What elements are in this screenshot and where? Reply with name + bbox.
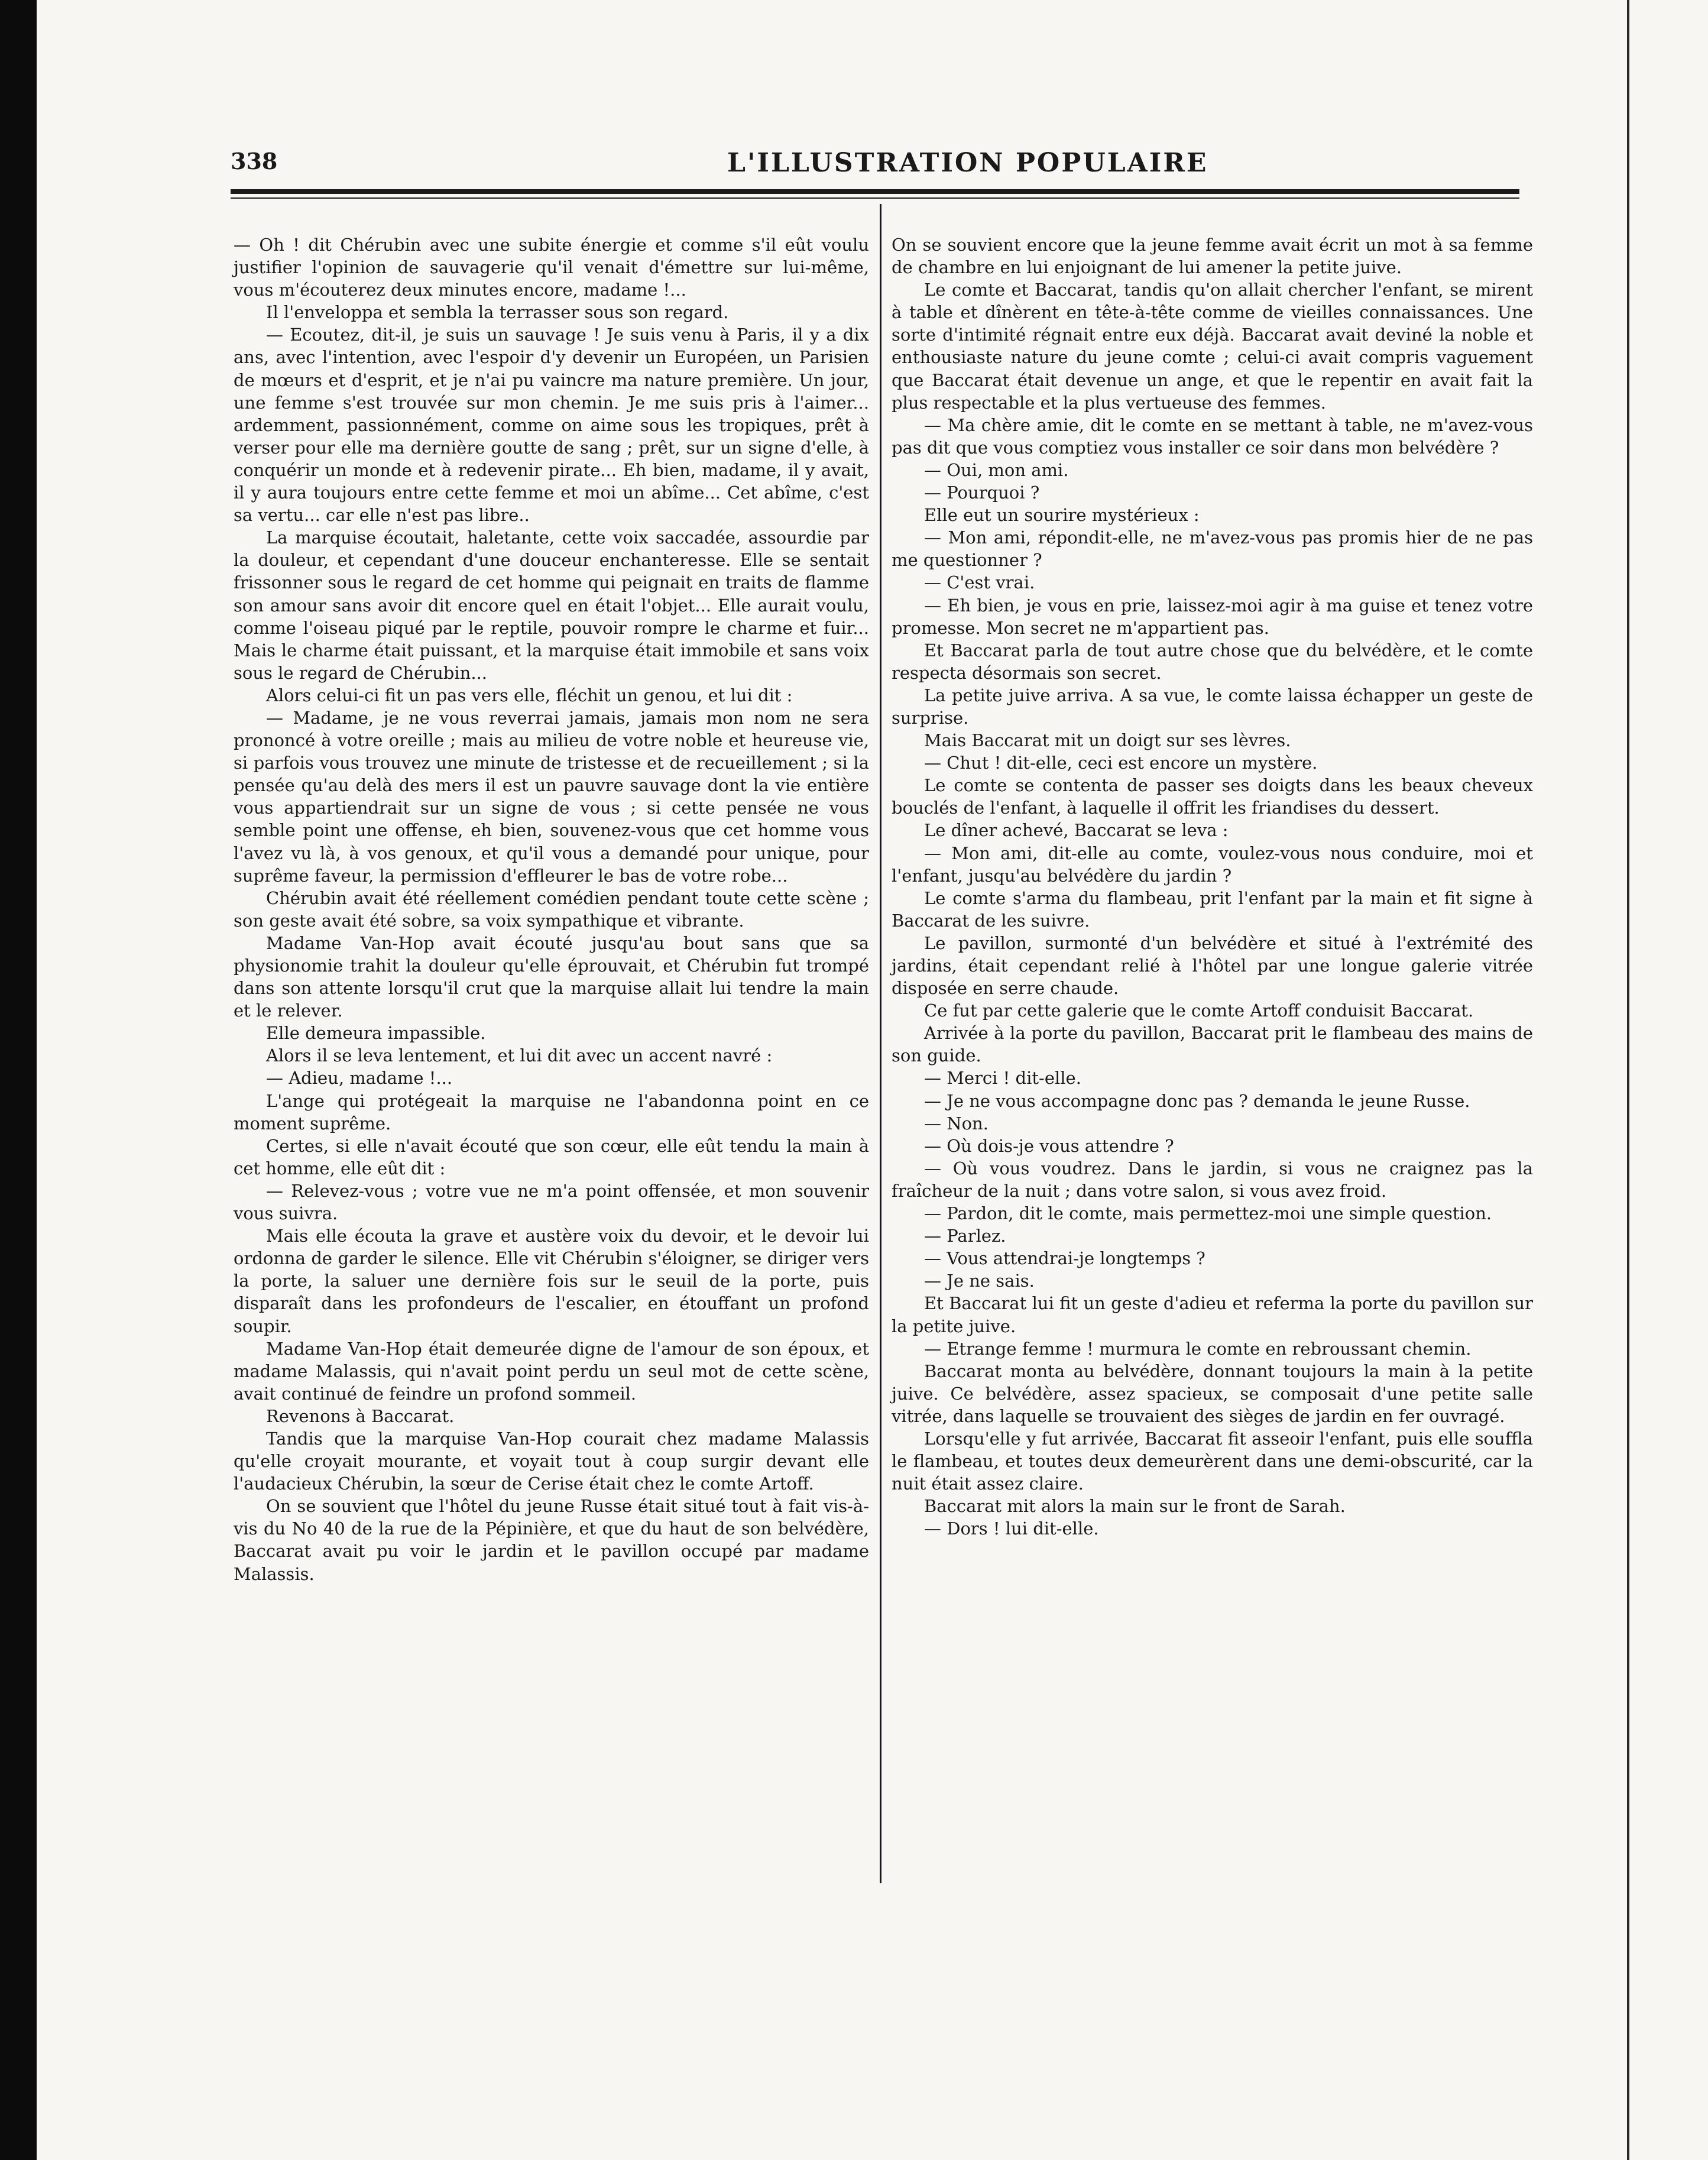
paragraph: On se souvient que l'hôtel du jeune Russe était situé tout à fait vis-à-vis du No 40 de la rue de la Pépinière, et que du haut de son belvédère, Baccarat avait pu voir le jardin et le pavillon occupé par madame Malassis.	[234, 1496, 869, 1584]
paragraph: — Où vous voudrez. Dans le jardin, si vous ne craignez pas la fraîcheur de la nuit ; dans votre salon, si vous avez froid.	[892, 1158, 1533, 1201]
paragraph: — Je ne sais.	[924, 1271, 1035, 1291]
paragraph: — Vous attendrai-je longtemps ?	[924, 1248, 1205, 1269]
header-rule-thin	[231, 197, 1519, 199]
paragraph: Revenons à Baccarat.	[266, 1406, 455, 1426]
paragraph: Elle demeura impassible.	[266, 1023, 486, 1044]
paragraph: Mais elle écouta la grave et austère voix du devoir, et le devoir lui ordonna de garder le silence. Elle vit Chérubin s'éloigner, se diriger vers la porte, la saluer une dernière fois sur le seuil de la porte, puis disparaît dans les profondeurs de l'escalier, en étouffant un profond soupir.	[234, 1226, 869, 1336]
paragraph: — Dors ! lui dit-elle.	[924, 1518, 1099, 1539]
paragraph: Alors celui-ci fit un pas vers elle, fléchit un genou, et lui dit :	[266, 685, 793, 705]
scan-right-edge-line	[1627, 0, 1629, 2160]
paragraph: — Parlez.	[924, 1226, 1006, 1246]
paragraph: — Où dois-je vous attendre ?	[924, 1135, 1174, 1156]
paragraph: Madame Van-Hop était demeurée digne de l'amour de son époux, et madame Malassis, qui n'avait point perdu un seul mot de cette scène, avait continué de feindre un profond sommeil.	[234, 1338, 869, 1404]
paragraph: Tandis que la marquise Van-Hop courait chez madame Malassis qu'elle croyait mourante, et voyait tout à coup surgir devant elle l'audacieux Chérubin, la sœur de Cerise était chez le comte Artoff.	[234, 1428, 869, 1494]
page-number: 338	[231, 148, 278, 174]
paragraph: Baccarat mit alors la main sur le front de Sarah.	[924, 1496, 1346, 1517]
paragraph: Et Baccarat lui fit un geste d'adieu et referma la porte du pavillon sur la petite juive.	[892, 1293, 1533, 1336]
paragraph: Mais Baccarat mit un doigt sur ses lèvres.	[924, 730, 1291, 751]
paragraph: Chérubin avait été réellement comédien pendant toute cette scène ; son geste avait été sobre, sa voix sympathique et vibrante.	[234, 888, 869, 931]
paragraph: La marquise écoutait, haletante, cette voix saccadée, assourdie par la douleur, et cependant d'une douceur enchanteresse. Elle se sentait frissonner sous le regard de cet homme qui peignait en traits de flamme son amour sans avoir dit encore quel en était l'objet... Elle aurait voulu, comme l'oiseau piqué par le reptile, pouvoir rompre le charme et fuir... Mais le charme était puissant, et la marquise était immobile et sans voix sous le regard de Chérubin...	[234, 527, 869, 683]
paragraph: Arrivée à la porte du pavillon, Baccarat prit le flambeau des mains de son guide.	[892, 1023, 1533, 1066]
right-text-column	[892, 234, 1533, 1540]
paragraph: Et Baccarat parla de tout autre chose que du belvédère, et le comte respecta désormais son secret.	[892, 640, 1533, 683]
paragraph: Il l'enveloppa et sembla la terrasser sous son regard.	[266, 302, 729, 323]
paragraph: — Je ne vous accompagne donc pas ? demanda le jeune Russe.	[924, 1090, 1470, 1111]
paragraph: L'ange qui protégeait la marquise ne l'abandonna point en ce moment suprême.	[234, 1090, 869, 1134]
paragraph: — Etrange femme ! murmura le comte en rebroussant chemin.	[924, 1338, 1472, 1359]
left-text-column	[234, 234, 869, 1585]
paragraph: On se souvient encore que la jeune femme avait écrit un mot à sa femme de chambre en lui enjoignant de lui amener la petite juive.	[892, 235, 1533, 278]
paragraph: — Merci ! dit-elle.	[924, 1068, 1081, 1089]
paragraph: — Ecoutez, dit-il, je suis un sauvage ! Je suis venu à Paris, il y a dix ans, avec l'intention, avec l'espoir d'y devenir un Européen, un Parisien de mœurs et d'esprit, et je n'ai pu vaincre ma nature première. Un jour, une femme s'est trouvée sur mon chemin. Je me suis pris à l'aimer... ardemment, passionnément, comme on aime sous les tropiques, prêt à verser pour elle ma dernière goutte de sang ; prêt, sur un signe d'elle, à conquérir un monde et à redevenir pirate... Eh bien, madame, il y avait, il y aura toujours entre cette femme et moi un abîme... Cet abîme, c'est sa vertu... car elle n'est pas libre..	[234, 325, 869, 526]
paragraph: — Oh ! dit Chérubin avec une subite énergie et comme s'il eût voulu justifier l'opinion de sauvagerie qu'il venait d'émettre sur lui-même, vous m'écouterez deux minutes encore, madame !...	[234, 235, 869, 300]
scan-left-edge	[0, 0, 37, 2160]
paragraph: — Relevez-vous ; votre vue ne m'a point offensée, et mon souvenir vous suivra.	[234, 1180, 869, 1224]
paragraph: Elle eut un sourire mystérieux :	[924, 505, 1200, 526]
paragraph: Certes, si elle n'avait écouté que son cœur, elle eût tendu la main à cet homme, elle eût dit :	[234, 1135, 869, 1178]
paragraph: Alors il se leva lentement, et lui dit avec un accent navré :	[266, 1045, 773, 1066]
paragraph: Le comte et Baccarat, tandis qu'on allait chercher l'enfant, se mirent à table et dînèrent en tête-à-tête comme de vieilles connaissances. Une sorte d'intimité régnait entre eux déjà. Baccarat avait deviné la noble et enthousiaste nature du jeune comte ; celui-ci avait compris vaguement que Baccarat était devenue un ange, et que le repentir en avait fait la plus respectable et la plus vertueuse des femmes.	[892, 280, 1533, 413]
paragraph: — Madame, je ne vous reverrai jamais, jamais mon nom ne sera prononcé à votre oreille ; mais au milieu de votre noble et heureuse vie, si parfois vous trouvez une minute de tristesse et de recueillement ; si la pensée qu'au delà des mers il est un pauvre sauvage dont la vie entière vous appartiendrait sur un signe de vous ; si cette pensée ne vous semble point une offense, eh bien, souvenez-vous que cet homme vous l'avez vu là, à vos genoux, et qu'il vous a demandé pour unique, pour suprême faveur, la permission d'effleurer le bas de votre robe...	[234, 707, 869, 886]
paragraph: — Non.	[924, 1113, 988, 1134]
paragraph: Lorsqu'elle y fut arrivée, Baccarat fit asseoir l'enfant, puis elle souffla le flambeau, et toutes deux demeurèrent dans une demi-obscurité, car la nuit était assez claire.	[892, 1428, 1533, 1494]
paragraph: — Mon ami, dit-elle au comte, voulez-vous nous conduire, moi et l'enfant, jusqu'au belvédère du jardin ?	[892, 843, 1533, 886]
paragraph: Le comte s'arma du flambeau, prit l'enfant par la main et fit signe à Baccarat de les suivre.	[892, 888, 1533, 931]
paragraph: — Pardon, dit le comte, mais permettez-moi une simple question.	[924, 1203, 1492, 1224]
journal-title: L'ILLUSTRATION POPULAIRE	[727, 148, 1208, 178]
paragraph: — Oui, mon ami.	[924, 459, 1069, 480]
page-header	[231, 142, 1519, 183]
paragraph: Ce fut par cette galerie que le comte Artoff conduisit Baccarat.	[924, 1000, 1474, 1021]
paragraph: — Ma chère amie, dit le comte en se mettant à table, ne m'avez-vous pas dit que vous comptiez vous installer ce soir dans mon belvédère ?	[892, 414, 1533, 458]
paragraph: Le dîner achevé, Baccarat se leva :	[924, 820, 1229, 841]
header-rule-thick	[231, 189, 1519, 194]
paragraph: — Chut ! dit-elle, ceci est encore un mystère.	[924, 753, 1318, 773]
paragraph: — Adieu, madame !...	[266, 1068, 453, 1089]
paragraph: Baccarat monta au belvédère, donnant toujours la main à la petite juive. Ce belvédère, assez spacieux, se composait d'une petite salle vitrée, dans laquelle se trouvaient des sièges de jardin en fer ouvragé.	[892, 1361, 1533, 1426]
paragraph: — C'est vrai.	[924, 572, 1035, 593]
paragraph: — Pourquoi ?	[924, 482, 1040, 503]
paragraph: — Mon ami, répondit-elle, ne m'avez-vous pas promis hier de ne pas me questionner ?	[892, 527, 1533, 571]
paragraph: Le pavillon, surmonté d'un belvédère et situé à l'extrémité des jardins, était cependant relié à l'hôtel par une longue galerie vitrée disposée en serre chaude.	[892, 932, 1533, 999]
paragraph: Le comte se contenta de passer ses doigts dans les beaux cheveux bouclés de l'enfant, à laquelle il offrit les friandises du dessert.	[892, 775, 1533, 818]
paragraph: Madame Van-Hop avait écouté jusqu'au bout sans que sa physionomie trahit la douleur qu'elle éprouvait, et Chérubin fut trompé dans son attente lorsqu'il crut que la marquise allait lui tendre la main et le relever.	[234, 932, 869, 1021]
column-divider	[880, 204, 881, 1883]
paragraph: La petite juive arriva. A sa vue, le comte laissa échapper un geste de surprise.	[892, 685, 1533, 728]
paragraph: — Eh bien, je vous en prie, laissez-moi agir à ma guise et tenez votre promesse. Mon secret ne m'appartient pas.	[892, 595, 1533, 638]
